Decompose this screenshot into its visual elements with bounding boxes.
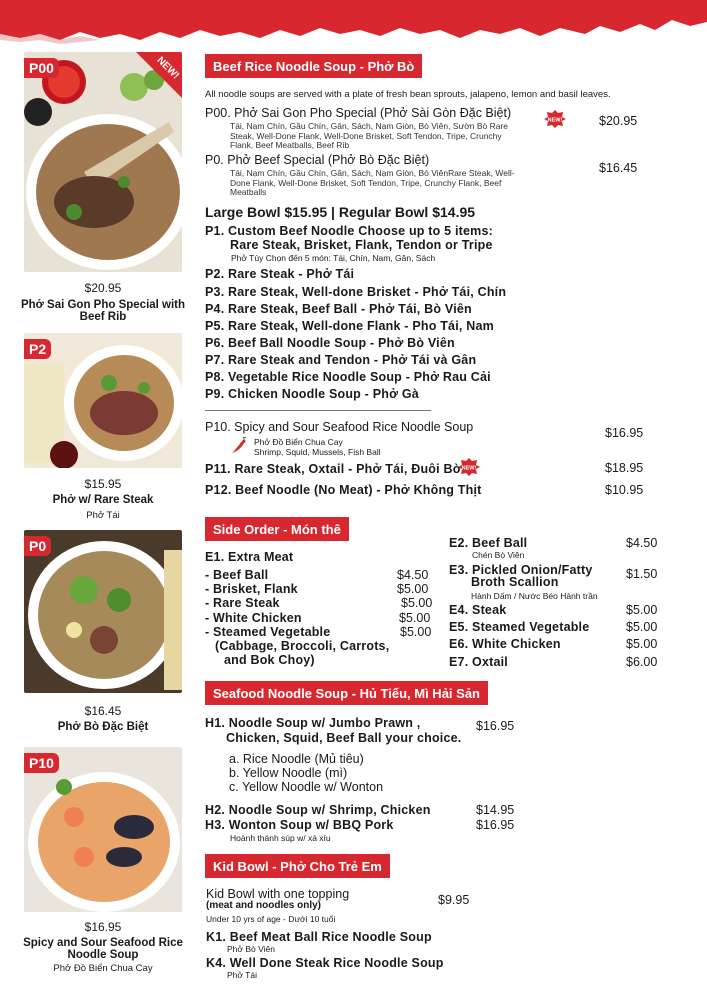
- menu-item: P2. Rare Steak - Phở Tái: [205, 267, 355, 281]
- seafood-item: H2. Noodle Soup w/ Shrimp, Chicken: [205, 803, 431, 817]
- new-badge-text: NEW!: [461, 465, 477, 472]
- side-item-subname: Chén Bò Viên: [472, 550, 525, 560]
- menu-item-price: $16.95: [605, 426, 644, 440]
- menu-item: P3. Rare Steak, Well-done Brisket - Phở Tái, Chín: [205, 285, 507, 299]
- new-ribbon-text: NEW!: [154, 54, 182, 82]
- menu-item-desc: Tái, Nạm Chín, Gầu Chín, Gân, Sách, Nạm Giòn, Bò Viên, Sườn Bò Rare Steak, Well-Done Flank, Well-Done Brisket, Soft Tendon, Tripe, Crunchy Flank, Beef Meatballs, Beef Rib: [230, 121, 509, 150]
- side-item-price: $4.50: [626, 536, 658, 550]
- side-item-price: $5.00: [626, 620, 658, 634]
- side-item: - Steamed Vegetable: [205, 625, 331, 639]
- kid-item-subname: Phở Bò Viên: [227, 944, 275, 954]
- seafood-item-title: H1. Noodle Soup w/ Jumbo Prawn ,: [205, 716, 421, 730]
- kid-item: K1. Beef Meat Ball Rice Noodle Soup: [206, 930, 432, 944]
- section-heading-kid-bowl: Kid Bowl - Phở Cho Trẻ Em: [205, 854, 390, 878]
- menu-item-title: P1. Custom Beef Noodle Choose up to 5 items:: [205, 224, 493, 238]
- photo-subname: Phở Tái: [86, 510, 120, 521]
- photo-name: Spicy and Sour Seafood Rice Noodle Soup: [23, 937, 183, 961]
- photo-name: Phở Sai Gon Pho Special with Beef Rib: [20, 299, 186, 323]
- menu-item: P7. Rare Steak and Tendon - Phở Tái và Gân: [205, 353, 477, 367]
- section-heading-seafood: Seafood Noodle Soup - Hủ Tiếu, Mì Hải Sản: [205, 681, 488, 705]
- menu-item-title: P10. Spicy and Sour Seafood Rice Noodle Soup: [205, 420, 474, 434]
- menu-item-subname: Phở Tùy Chọn đến 5 món: Tái, Chín, Nam, Gân, Sách: [231, 253, 436, 263]
- side-item-price: $5.00: [626, 637, 658, 651]
- new-badge: [458, 458, 480, 476]
- side-item-price: $5.00: [401, 596, 433, 610]
- beef-note: All noodle soups are served with a plate of fresh bean sprouts, jalapeno, lemon and basil leaves.: [205, 89, 611, 100]
- section-heading-side-order: Side Order - Món thê: [205, 517, 349, 541]
- seafood-item: H3. Wonton Soup w/ BBQ Pork: [205, 818, 394, 832]
- menu-item: P8. Vegetable Rice Noodle Soup - Phở Rau Cải: [205, 370, 491, 384]
- kid-bowl-price: $9.95: [438, 893, 470, 907]
- side-item-price: $6.00: [626, 655, 658, 669]
- side-item-price: $5.00: [399, 611, 431, 625]
- bowl-size-prices: Large Bowl $15.95 | Regular Bowl $14.95: [205, 204, 476, 220]
- menu-item: P4. Rare Steak, Beef Ball - Phở Tái, Bò Viên: [205, 302, 472, 316]
- new-badge-text: NEW!: [547, 117, 563, 124]
- seafood-item-price: $14.95: [476, 803, 515, 817]
- kid-bowl-note: (meat and noodles only): [206, 900, 322, 911]
- seafood-item-subname: Hoành thánh súp w/ xá xíu: [230, 833, 331, 843]
- side-item: - White Chicken: [205, 611, 302, 625]
- side-item: E7. Oxtail: [449, 655, 508, 669]
- photo-p00: [24, 52, 182, 272]
- photo-code: P2: [24, 339, 51, 359]
- photo-code: P0: [24, 536, 51, 556]
- photo-code: P00: [24, 58, 59, 78]
- seafood-item-price: $16.95: [476, 818, 515, 832]
- kid-item-subname: Phở Tái: [227, 970, 257, 980]
- new-corner-ribbon: [136, 52, 182, 98]
- side-item: E5. Steamed Vegetable: [449, 620, 590, 634]
- photo-p0: [24, 530, 182, 693]
- photo-code: P10: [24, 753, 59, 773]
- side-item: E4. Steak: [449, 603, 507, 617]
- menu-item-price: $16.45: [599, 161, 638, 175]
- menu-item-price: $18.95: [605, 461, 644, 475]
- menu-item: P6. Beef Ball Noodle Soup - Phở Bò Viên: [205, 336, 455, 350]
- photo-p10: [24, 747, 182, 912]
- side-item-price: $5.00: [397, 582, 429, 596]
- noodle-option: a. Rice Noodle (Mủ tiêu): [229, 752, 364, 766]
- kid-bowl-title: Kid Bowl with one topping: [206, 887, 350, 901]
- side-item: E2. Beef Ball: [449, 536, 528, 550]
- side-item: E3. Pickled Onion/Fatty: [449, 563, 593, 577]
- noodle-option: b. Yellow Noodle (mì): [229, 766, 348, 780]
- side-item: E6. White Chicken: [449, 637, 561, 651]
- photo-price: $20.95: [84, 281, 122, 295]
- side-item: - Rare Steak: [205, 596, 280, 610]
- menu-item-title: P11. Rare Steak, Oxtail - Phở Tái, Đuôi Bò: [205, 462, 461, 476]
- side-item-price: $1.50: [626, 567, 658, 581]
- photo-subname: Phở Đồ Biển Chua Cay: [53, 963, 153, 974]
- menu-item-desc: Tái, Nạm Chín, Gầu Chín, Gân, Sách, Nạm Giòn, Bò ViênRare Steak, Well-Done Flank, Well-Done Brisket, Soft Tendon, Tripe, Crunchy Flank, Beef Meatballs: [230, 168, 515, 197]
- kid-item: K4. Well Done Steak Rice Noodle Soup: [206, 956, 444, 970]
- seafood-item-desc: Chicken, Squid, Beef Ball your choice.: [226, 731, 462, 745]
- section-heading-beef: Beef Rice Noodle Soup - Phở Bò: [205, 54, 422, 78]
- side-item-price: $5.00: [626, 603, 658, 617]
- photo-price: $16.45: [84, 704, 122, 718]
- side-item-price: $4.50: [397, 568, 429, 582]
- kid-bowl-age: Under 10 yrs of age - Dưới 10 tuổi: [206, 914, 336, 924]
- side-item-subname: Hành Dấm / Nước Béo Hành trần: [471, 591, 598, 601]
- photo-name: Phở Bò Đặc Biệt: [57, 721, 149, 733]
- torn-header-band: [0, 0, 707, 48]
- menu-item-desc: Shrimp, Squid, Mussels, Fish Ball: [254, 447, 381, 457]
- chili-pepper-icon: [230, 437, 248, 455]
- side-item: Broth Scallion: [471, 575, 559, 589]
- seafood-item-price: $16.95: [476, 719, 515, 733]
- side-item-title: E1. Extra Meat: [205, 550, 294, 564]
- menu-item-title: P12. Beef Noodle (No Meat) - Phở Không Thịt: [205, 483, 482, 497]
- photo-price: $16.95: [84, 920, 122, 934]
- side-item: - Brisket, Flank: [205, 582, 298, 596]
- menu-item-price: $20.95: [599, 114, 638, 128]
- side-item-desc: (Cabbage, Broccoli, Carrots,: [215, 639, 390, 653]
- noodle-option: c. Yellow Noodle w/ Wonton: [229, 780, 384, 794]
- photo-name: Phở w/ Rare Steak: [52, 494, 154, 506]
- menu-item-price: $10.95: [605, 483, 644, 497]
- side-item-price: $5.00: [400, 625, 432, 639]
- photo-p2: [24, 333, 182, 468]
- menu-item: P9. Chicken Noodle Soup - Phở Gà: [205, 387, 419, 401]
- divider: [205, 410, 431, 411]
- menu-item-desc: Rare Steak, Brisket, Flank, Tendon or Tripe: [230, 238, 493, 252]
- menu-item-subname: Phở Đồ Biển Chua Cay: [254, 437, 343, 447]
- menu-item: P5. Rare Steak, Well-done Flank - Pho Tái, Nam: [205, 319, 494, 333]
- photo-price: $15.95: [84, 477, 122, 491]
- menu-item-title: P0. Phở Beef Special (Phở Bò Đặc Biệt): [205, 153, 430, 167]
- new-badge: [544, 110, 566, 128]
- menu-item-title: P00. Phở Sai Gon Pho Special (Phở Sài Gòn Đặc Biệt): [205, 106, 512, 120]
- side-item: - Beef Ball: [205, 568, 269, 582]
- side-item-desc: and Bok Choy): [224, 653, 315, 667]
